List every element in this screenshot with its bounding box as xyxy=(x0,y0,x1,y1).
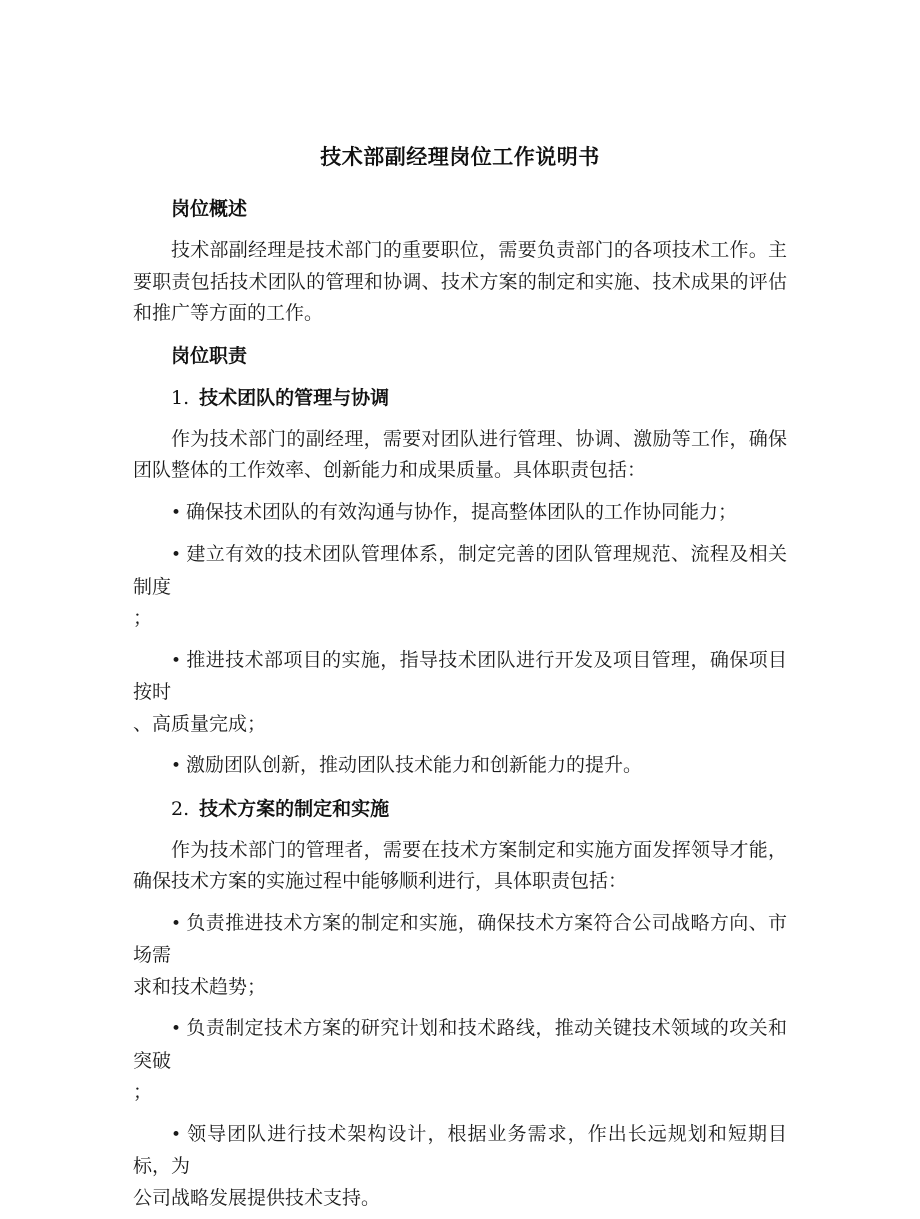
document-content xyxy=(133,142,787,1219)
page-title: 技术部副经理岗位工作说明书 xyxy=(133,142,787,172)
list-item xyxy=(133,745,787,788)
list-item-text: 建立有效的技术团队管理体系，制定完善的团队管理规范、流程及相关制度 xyxy=(133,543,787,598)
duty-intro-2: 作为技术部门的管理者，需要在技术方案制定和实施方面发挥领导才能，确保技术方案的实施过程中能够顺利进行，具体职责包括： xyxy=(133,830,787,903)
list-item xyxy=(133,640,787,746)
list-item-text-tail: 、高质量完成； xyxy=(133,709,787,741)
list-item-text: 负责推进技术方案的制定和实施，确保技术方案符合公司战略方向、市场需 xyxy=(133,912,787,967)
duty-intro-1: 作为技术部门的副经理，需要对团队进行管理、协调、激励等工作，确保团队整体的工作效率、创新能力和成果质量。具体职责包括： xyxy=(133,419,787,492)
list-item-text-tail: ； xyxy=(133,603,787,635)
bullet-icon: • xyxy=(171,651,186,671)
section-heading-duties: 岗位职责 xyxy=(133,335,787,377)
list-item xyxy=(133,534,787,640)
list-item-text: 领导团队进行技术架构设计，根据业务需求，作出长远规划和短期目标，为 xyxy=(133,1123,787,1178)
list-item-text: 确保技术团队的有效沟通与协作，提高整体团队的工作协同能力； xyxy=(186,501,737,523)
bullet-icon: • xyxy=(171,1125,186,1145)
bullet-icon: • xyxy=(171,503,186,523)
list-item xyxy=(133,1008,787,1114)
list-item-text: 推进技术部项目的实施，指导技术团队进行开发及项目管理，确保项目按时 xyxy=(133,649,787,704)
bullet-icon: • xyxy=(171,914,186,934)
list-item xyxy=(133,903,787,1009)
list-item-text: 激励团队创新，推动团队技术能力和创新能力的提升。 xyxy=(186,754,642,776)
duty-heading-1 xyxy=(133,377,787,419)
list-item xyxy=(133,1114,787,1219)
section-heading-overview: 岗位概述 xyxy=(133,188,787,230)
bullet-icon: • xyxy=(171,545,186,565)
duty-number-1: 1. xyxy=(171,387,189,409)
duty-title-2: 技术方案的制定和实施 xyxy=(199,798,389,820)
overview-paragraph: 技术部副经理是技术部门的重要职位，需要负责部门的各项技术工作。主要职责包括技术团队的管理和协调、技术方案的制定和实施、技术成果的评估和推广等方面的工作。 xyxy=(133,230,787,335)
duty-title-1: 技术团队的管理与协调 xyxy=(199,387,389,409)
duty-number-2: 2. xyxy=(171,798,189,820)
list-item-text-tail: 求和技术趋势； xyxy=(133,972,787,1004)
bullet-icon: • xyxy=(171,1019,186,1039)
list-item-text: 负责制定技术方案的研究计划和技术路线，推动关键技术领域的攻关和突破 xyxy=(133,1017,787,1072)
list-item-text-tail: 公司战略发展提供技术支持。 xyxy=(133,1183,787,1215)
duty-heading-2 xyxy=(133,788,787,830)
list-item xyxy=(133,492,787,535)
bullet-icon: • xyxy=(171,756,186,776)
list-item-text-tail: ； xyxy=(133,1077,787,1109)
